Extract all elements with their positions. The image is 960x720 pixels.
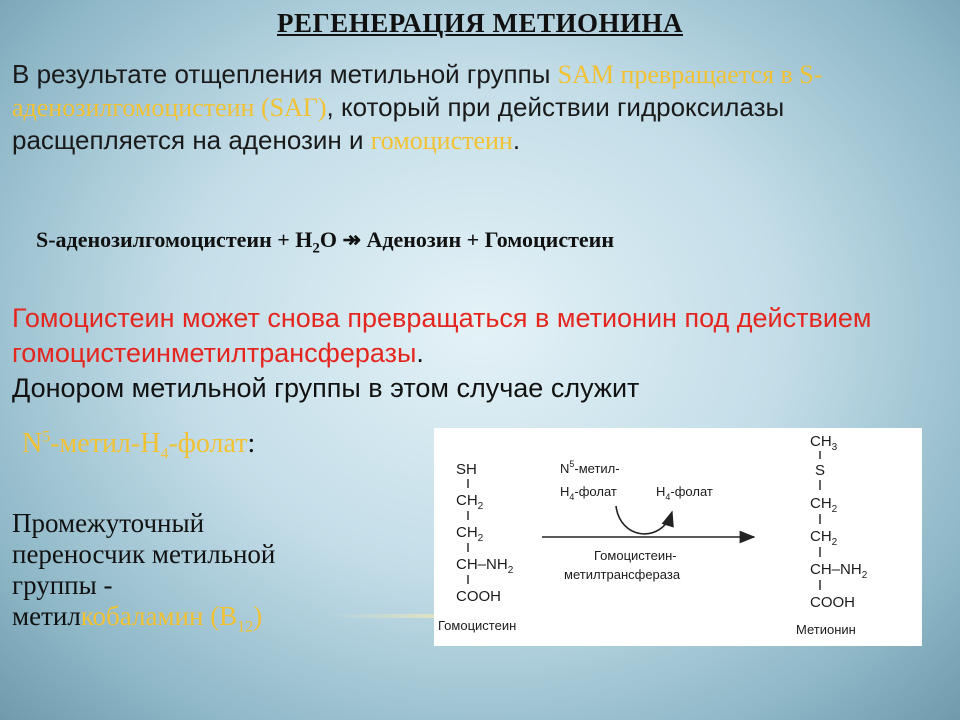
left-formula-ch2-b: $CH_2$: [456, 524, 484, 544]
curved-arrow-icon: [616, 506, 672, 534]
reaction-diagram: [434, 428, 922, 646]
equation-arrow-icon: ↠: [342, 227, 361, 252]
intro-highlight-homocysteine: гомоцистеин: [370, 126, 513, 155]
donor-n: N: [22, 428, 43, 459]
donor-intro-text: Донором метильной группы в этом случае служит: [12, 373, 640, 403]
donor-mid: -метил-H: [50, 428, 161, 459]
right-formula-s: S: [815, 462, 826, 479]
carrier-close: ): [253, 601, 263, 631]
right-formula-ch2-a: $CH_2$: [810, 495, 838, 515]
carrier-cobalamin: кобаламин (B: [80, 601, 238, 631]
slide-title: РЕГЕНЕРАЦИЯ МЕТИОНИНА: [277, 8, 683, 38]
methionine-structure: [796, 433, 868, 637]
donor-end: -фолат: [168, 428, 248, 459]
left-formula-ch2-a: $CH_2$: [456, 492, 484, 512]
enzyme-label-1: Гомоцистеин-: [594, 548, 677, 563]
carrier-line-3: группы -: [12, 570, 113, 600]
product-label: $H_4$-фолат: [656, 484, 713, 502]
donor-label-2: $H_4$-фолат: [560, 484, 617, 502]
carrier-text: [12, 508, 412, 642]
reaction-arrow-group: [542, 459, 754, 582]
intro-paragraph: [12, 58, 942, 157]
donor-formula: [22, 428, 255, 464]
donor-label-1: $N^5-метил-$: [560, 459, 620, 476]
right-formula-ch3: $CH_3$: [810, 433, 838, 453]
carrier-line-2: переносчик метильной: [12, 539, 276, 569]
donor-sup: 5: [42, 428, 51, 446]
right-formula-ch-nh2: $CH-NH_2$: [810, 561, 868, 581]
carrier-sub: 12: [237, 618, 254, 636]
regeneration-period: .: [416, 338, 424, 368]
carrier-highlight: [80, 601, 263, 636]
homocysteine-label: Гомоцистеин: [438, 618, 517, 633]
intro-text-2: , который при действии гидроксилазы расщепляется на аденозин и: [12, 92, 785, 155]
equation-o: O: [319, 227, 338, 252]
right-formula-cooh: COOH: [810, 594, 855, 611]
carrier-prefix: метил: [12, 601, 81, 631]
donor-sub: 4: [160, 445, 169, 463]
left-formula-sh: SH: [456, 461, 477, 478]
left-formula-cooh: COOH: [456, 588, 501, 605]
carrier-line-1: Промежуточный: [12, 508, 205, 538]
donor-highlight: [22, 428, 248, 463]
left-formula-ch-nh2: $CH-NH_2$: [456, 556, 514, 576]
reaction-equation: [36, 227, 936, 257]
equation-left: S-аденозилгомоцистеин + H: [36, 227, 313, 252]
donor-colon: :: [247, 428, 256, 459]
intro-text-1: В результате отщепления метильной группы: [12, 59, 558, 89]
right-formula-ch2-b: $CH_2$: [810, 528, 838, 548]
equation-right: Аденозин + Гомоцистеин: [366, 227, 615, 252]
intro-highlight-sam: SAM превращается в S-аденозилгомоцистеин (SAГ): [12, 60, 823, 122]
methionine-label: Метионин: [796, 622, 856, 637]
intro-text-3: .: [512, 125, 521, 155]
regeneration-paragraph: [12, 301, 942, 406]
reaction-diagram-svg: [434, 428, 922, 646]
regeneration-red-text: Гомоцистеин может снова превращаться в метионин под действием гомоцистеинметилтрансферазы: [12, 303, 872, 368]
equation-sub: 2: [312, 240, 320, 257]
homocysteine-structure: [438, 461, 516, 633]
enzyme-label-2: метилтрансфераза: [564, 567, 681, 582]
